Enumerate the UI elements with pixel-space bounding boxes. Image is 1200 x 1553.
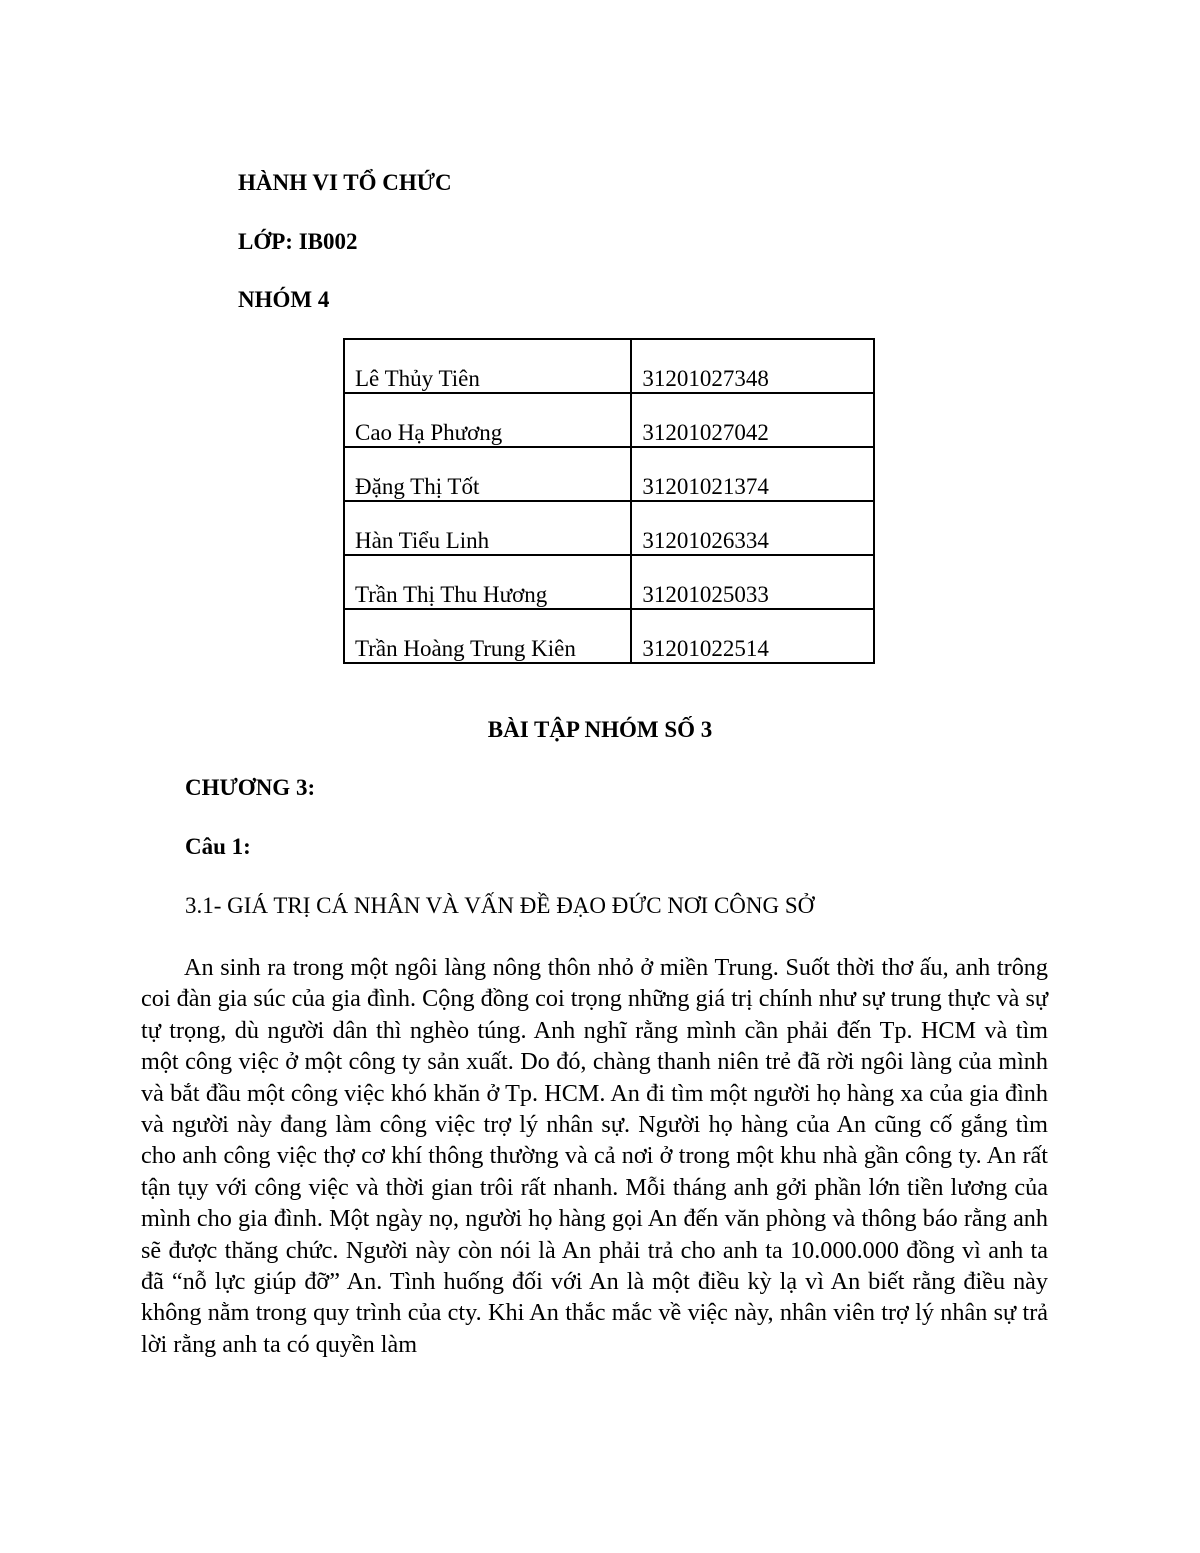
member-name: Lê Thủy Tiên <box>344 339 631 393</box>
member-id: 31201021374 <box>631 447 874 501</box>
table-row <box>344 393 874 447</box>
body-paragraph: An sinh ra trong một ngôi làng nông thôn nhỏ ở miền Trung. Suốt thời thơ ấu, anh trông coi đàn gia súc của gia đình. Cộng đồng coi trọng những giá trị chính như sự trung thực và sự tự trọng, dù người dân thì nghèo túng. Anh nghĩ rằng mình cần phải đến Tp. HCM và tìm một công việc ở một công ty sản xuất. Do đó, chàng thanh niên trẻ đã rời ngôi làng của mình và bắt đầu một công việc khó khăn ở Tp. HCM. An đi tìm một người họ hàng xa của gia đình và người này đang làm công việc trợ lý nhân sự. Người họ hàng của An cũng cố gắng tìm cho anh công việc thợ cơ khí thông thường và cả nơi ở trong một khu nhà gần công ty. An rất tận tụy với công việc và thời gian trôi rất nhanh. Mỗi tháng anh gởi phần lớn tiền lương của mình cho gia đình. Một ngày nọ, người họ hàng gọi An đến văn phòng và thông báo rằng anh sẽ được thăng chức. Người này còn nói là An phải trả cho anh ta 10.000.000 đồng vì anh ta đã “nỗ lực giúp đỡ” An. Tình huống đối với An là một điều kỳ lạ vì An biết rằng điều này không nằm trong quy trình của cty. Khi An thắc mắc về việc này, nhân viên trợ lý nhân sự trả lời rằng anh ta có quyền làm <box>141 954 1048 1358</box>
table-row <box>344 609 874 663</box>
section-title: 3.1- GIÁ TRỊ CÁ NHÂN VÀ VẤN ĐỀ ĐẠO ĐỨC NƠI CÔNG SỞ <box>185 893 815 918</box>
member-name: Trần Hoàng Trung Kiên <box>344 609 631 663</box>
group-label: NHÓM 4 <box>238 287 330 312</box>
table-row <box>344 501 874 555</box>
member-table <box>343 338 875 664</box>
class-label: LỚP: IB002 <box>238 229 358 254</box>
member-id: 31201027042 <box>631 393 874 447</box>
table-row <box>344 555 874 609</box>
exercise-title: BÀI TẬP NHÓM SỐ 3 <box>487 717 713 742</box>
member-name: Trần Thị Thu Hương <box>344 555 631 609</box>
course-title: HÀNH VI TỔ CHỨC <box>238 170 452 195</box>
member-name: Cao Hạ Phương <box>344 393 631 447</box>
chapter-heading: CHƯƠNG 3: <box>185 775 316 800</box>
question-heading: Câu 1: <box>185 834 251 859</box>
member-id: 31201026334 <box>631 501 874 555</box>
member-name: Đặng Thị Tốt <box>344 447 631 501</box>
table-row <box>344 447 874 501</box>
member-id: 31201027348 <box>631 339 874 393</box>
table-row <box>344 339 874 393</box>
member-id: 31201022514 <box>631 609 874 663</box>
member-name: Hàn Tiểu Linh <box>344 501 631 555</box>
member-id: 31201025033 <box>631 555 874 609</box>
